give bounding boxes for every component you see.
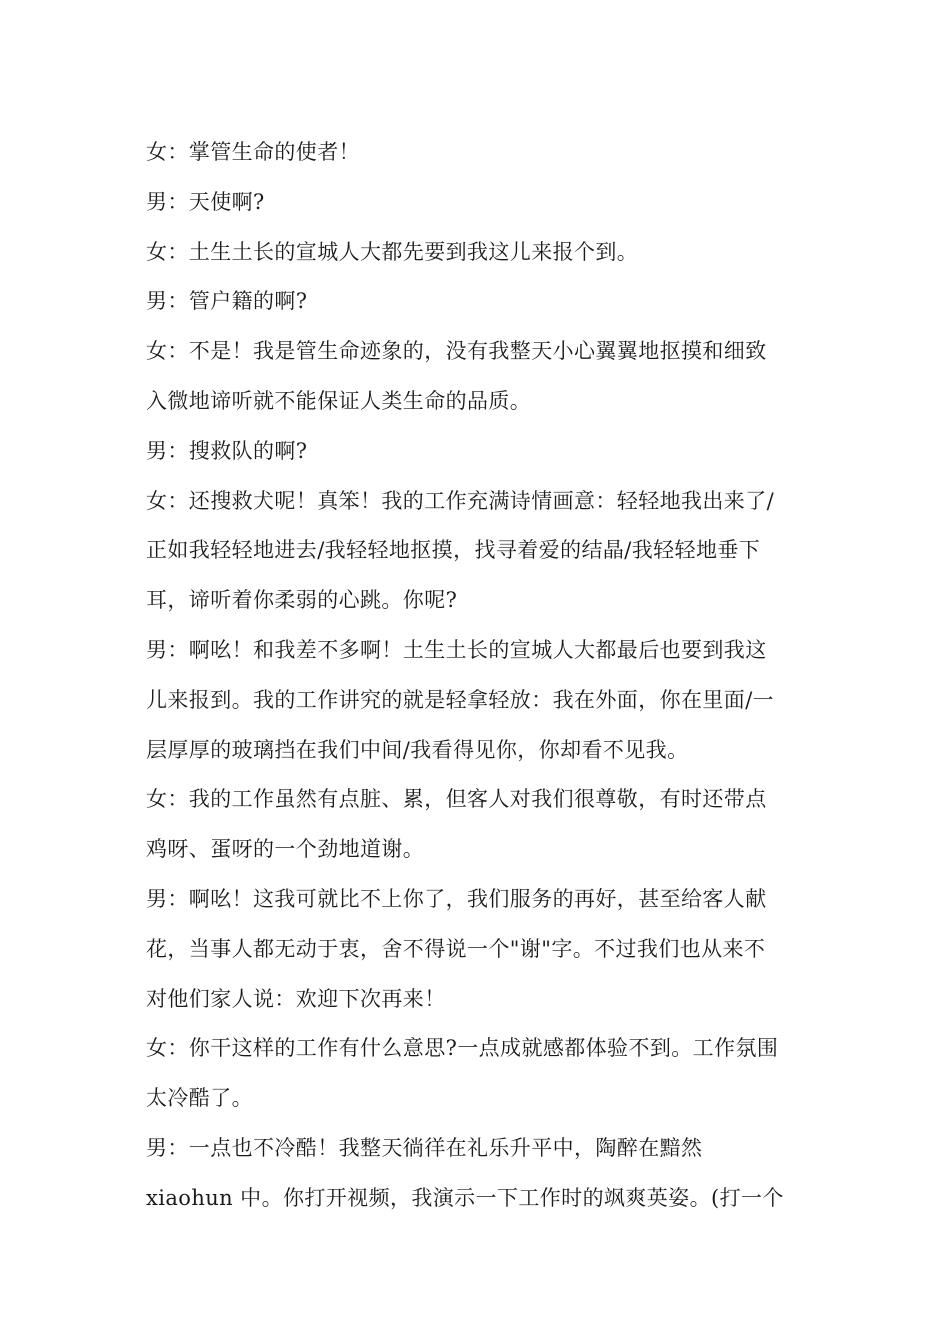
text-line: 女：不是！我是管生命迹象的，没有我整天小心翼翼地抠摸和细致 <box>146 339 767 364</box>
text-line: 男：啊吆！和我差不多啊！土生土长的宣城人大都最后也要到我这 <box>146 637 767 662</box>
text-line: 对他们家人说：欢迎下次再来！ <box>146 986 446 1011</box>
text-line: 男：管户籍的啊? <box>146 289 308 314</box>
text-line: 女：掌管生命的使者！ <box>146 140 360 164</box>
text-line: 女：还搜救犬呢！真笨！我的工作充满诗情画意：轻轻地我出来了/ <box>146 488 775 513</box>
text-line: 鸡呀、蛋呀的一个劲地道谢。 <box>146 837 425 862</box>
text-line: 女：土生土长的宣城人大都先要到我这儿来报个到。 <box>146 239 639 264</box>
text-line: 入微地谛听就不能保证人类生命的品质。 <box>146 388 532 413</box>
text-line: 女：我的工作虽然有点脏、累，但客人对我们很尊敬，有时还带点 <box>146 787 767 812</box>
dialogue-text <box>146 133 806 1229</box>
text-line: xiaohun 中。你打开视频，我演示一下工作时的飒爽英姿。(打一个 <box>146 1185 784 1210</box>
text-line: 男：搜救队的啊? <box>146 438 308 463</box>
text-line: 男：天使啊? <box>146 189 265 214</box>
text-line: 耳，谛听着你柔弱的心跳。你呢? <box>146 588 458 613</box>
text-line: 男：一点也不冷酷！我整天徜徉在礼乐升平中，陶醉在黯然 <box>146 1135 703 1160</box>
text-line: 层厚厚的玻璃挡在我们中间/我看得见你，你却看不见我。 <box>146 737 689 762</box>
text-line: 女：你干这样的工作有什么意思?一点成就感都体验不到。工作氛围 <box>146 1036 779 1061</box>
text-line: 儿来报到。我的工作讲究的就是轻拿轻放：我在外面，你在里面/一 <box>146 687 775 712</box>
text-line: 正如我轻轻地进去/我轻轻地抠摸，找寻着爱的结晶/我轻轻地垂下 <box>146 538 761 563</box>
text-line: 太冷酷了。 <box>146 1086 253 1111</box>
text-line: 男：啊吆！这我可就比不上你了，我们服务的再好，甚至给客人献 <box>146 886 767 911</box>
text-line: 花，当事人都无动于衷，舍不得说一个"谢"字。不过我们也从来不 <box>146 936 766 961</box>
